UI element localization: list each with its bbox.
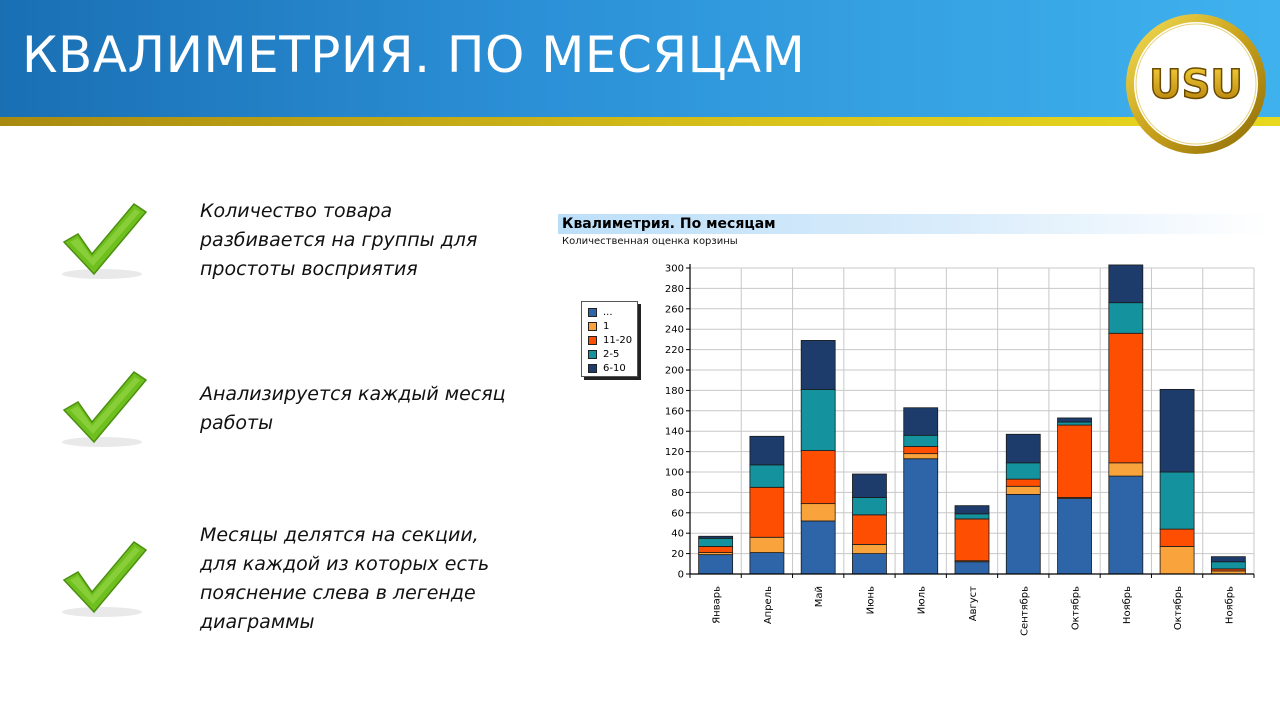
legend-swatch	[588, 336, 597, 345]
bar-segment	[904, 408, 938, 436]
bar-segment	[904, 435, 938, 446]
bar-segment	[801, 389, 835, 450]
x-tick-label: Август	[968, 586, 979, 622]
bar-segment	[750, 487, 784, 537]
bar-segment	[699, 538, 733, 546]
chart-legend	[581, 301, 638, 377]
legend-label: ...	[603, 306, 613, 318]
bar-segment	[904, 454, 938, 459]
legend-item	[588, 347, 637, 361]
y-tick-label: 160	[664, 406, 684, 418]
bar-segment	[1211, 557, 1245, 562]
bar-segment	[1006, 486, 1040, 494]
y-tick-label: 300	[664, 263, 684, 275]
x-tick-label: Январь	[711, 586, 723, 624]
x-tick-label: Ноябрь	[1224, 586, 1236, 625]
bar-segment	[1109, 463, 1143, 476]
page-title: КВАЛИМЕТРИЯ. ПО МЕСЯЦАМ	[22, 26, 806, 84]
x-tick-label: Октябрь	[1070, 586, 1082, 631]
y-tick-label: 140	[664, 426, 684, 438]
bar-segment	[1006, 434, 1040, 463]
legend-swatch	[588, 308, 597, 317]
y-tick-label: 220	[664, 345, 684, 357]
y-tick-label: 240	[664, 324, 684, 336]
y-tick-label: 280	[664, 283, 684, 295]
bar-segment	[1160, 546, 1194, 574]
legend-swatch	[588, 322, 597, 331]
x-tick-label: Июнь	[865, 586, 877, 615]
bar-segment	[1160, 389, 1194, 472]
legend-swatch	[588, 350, 597, 359]
bullet-text-2: Анализируется каждый месяц работы	[200, 383, 506, 434]
y-tick-label: 40	[671, 528, 684, 540]
bar-segment	[750, 465, 784, 487]
bar-segment	[801, 451, 835, 504]
bar-segment	[852, 554, 886, 574]
bar-segment	[1006, 463, 1040, 479]
legend-swatch	[588, 364, 597, 373]
bar-segment	[955, 514, 989, 519]
svg-text:USU: USU	[1149, 62, 1243, 108]
bar-segment	[852, 498, 886, 515]
y-tick-label: 60	[671, 508, 684, 520]
legend-label: 6-10	[603, 362, 626, 374]
bar-segment	[750, 537, 784, 552]
bar-segment	[699, 546, 733, 552]
bullet-text-1: Количество товара разбивается на группы для простоты восприятия	[200, 200, 478, 280]
y-tick-label: 100	[664, 467, 684, 479]
y-tick-label: 200	[664, 365, 684, 377]
chart-title: Квалиметрия. По месяцам	[562, 216, 776, 232]
x-tick-label: Ноябрь	[1121, 586, 1133, 625]
bar-segment	[750, 436, 784, 465]
bar-segment	[1160, 529, 1194, 546]
bar-segment	[1160, 472, 1194, 529]
legend-label: 2-5	[603, 348, 620, 360]
x-tick-label: Сентябрь	[1019, 586, 1031, 636]
legend-item	[588, 305, 637, 319]
y-tick-label: 120	[664, 447, 684, 459]
x-tick-label: Апрель	[762, 586, 774, 625]
y-tick-label: 80	[671, 487, 684, 499]
x-tick-label: Октябрь	[1173, 586, 1185, 631]
y-tick-label: 180	[664, 385, 684, 397]
bar-segment	[904, 447, 938, 454]
y-tick-label: 20	[671, 549, 684, 561]
bar-segment	[801, 340, 835, 389]
bar-segment	[801, 521, 835, 574]
bar-segment	[955, 562, 989, 574]
bar-segment	[1211, 562, 1245, 569]
bar-segment	[1058, 418, 1092, 422]
bar-segment	[699, 536, 733, 538]
bar-segment	[852, 515, 886, 545]
legend-item	[588, 333, 637, 347]
chart-subtitle: Количественная оценка корзины	[562, 236, 738, 247]
bar-segment	[955, 519, 989, 561]
bar-segment	[1058, 499, 1092, 574]
bar-segment	[1109, 303, 1143, 334]
bar-segment	[904, 459, 938, 574]
bar-segment	[955, 506, 989, 514]
y-tick-label: 0	[677, 569, 684, 581]
bar-segment	[1006, 494, 1040, 574]
bar-segment	[852, 544, 886, 553]
bar-segment	[1058, 425, 1092, 497]
bar-segment	[1058, 422, 1092, 425]
legend-item	[588, 361, 637, 375]
legend-label: 1	[603, 320, 610, 332]
bullet-text-3: Месяцы делятся на секции, для каждой из которых есть пояснение слева в легенде диаграммы	[200, 524, 490, 633]
bar-segment	[1109, 265, 1143, 303]
bar-segment	[750, 553, 784, 574]
bar-segment	[852, 474, 886, 497]
x-tick-label: Июль	[916, 586, 928, 615]
bar-segment	[801, 504, 835, 521]
bar-segment	[1109, 333, 1143, 463]
x-tick-label: Май	[814, 586, 826, 608]
y-tick-label: 260	[664, 304, 684, 316]
legend-label: 11-20	[603, 334, 633, 346]
bar-segment	[699, 555, 733, 574]
bar-segment	[1109, 476, 1143, 574]
legend-item	[588, 319, 637, 333]
bar-segment	[1006, 479, 1040, 486]
